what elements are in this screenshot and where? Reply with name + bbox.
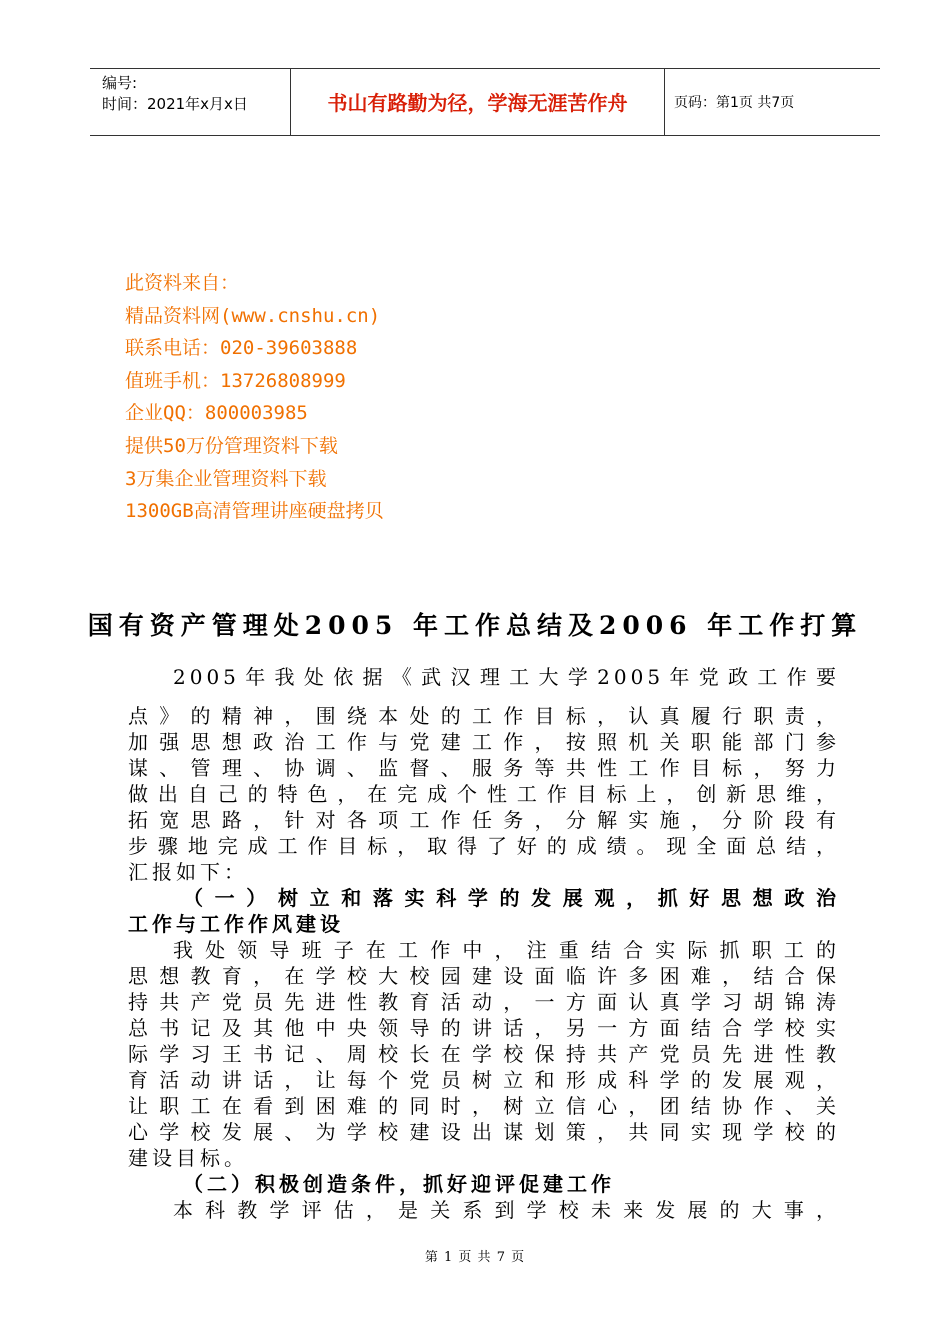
body-line: 建设目标。 bbox=[128, 1146, 248, 1170]
header-meta bbox=[90, 69, 291, 135]
time-label: 时间：2021年x月x日 bbox=[102, 95, 248, 113]
body-line: 育活动讲话，让每个党员树立和形成科学的发展观， bbox=[128, 1068, 840, 1092]
document-body bbox=[128, 664, 840, 1223]
body-line: 点》的精神，围绕本处的工作目标，认真履行职责， bbox=[128, 704, 840, 728]
header-motto: 书山有路勤为径，学海无涯苦作舟 bbox=[291, 69, 665, 135]
body-line: 总书记及其他中央领导的讲话，另一方面结合学校实 bbox=[128, 1016, 840, 1040]
page-footer: 第 1 页 共 7 页 bbox=[424, 1250, 526, 1265]
body-line: 拓宽思路，针对各项工作任务，分解实施，分阶段有 bbox=[128, 808, 840, 832]
promo-line: 联系电话：020-39603888 bbox=[125, 337, 358, 360]
body-line: 持共产党员先进性教育活动，一方面认真学习胡锦涛 bbox=[128, 990, 840, 1014]
body-line: 谋、管理、协调、监督、服务等共性工作目标，努力 bbox=[128, 756, 840, 780]
promo-block bbox=[125, 267, 384, 528]
document-title: 国有资产管理处2005 年工作总结及2006 年工作打算 bbox=[87, 611, 863, 640]
header-page-info: 页码：第1页 共7页 bbox=[674, 95, 795, 111]
section-heading: （二）积极创造条件，抓好迎评促建工作 bbox=[183, 1172, 615, 1196]
body-line: 际学习王书记、周校长在学校保持共产党员先进性教 bbox=[128, 1042, 840, 1066]
body-line: 步骤地完成工作目标，取得了好的成绩。现全面总结， bbox=[128, 834, 840, 858]
body-line: 心学校发展、为学校建设出谋划策，共同实现学校的 bbox=[128, 1120, 840, 1144]
body-line: 做出自己的特色，在完成个性工作目标上，创新思维， bbox=[128, 782, 840, 806]
promo-line: 3万集企业管理资料下载 bbox=[125, 467, 327, 490]
promo-line: 此资料来自： bbox=[125, 272, 240, 294]
body-line: 我处领导班子在工作中，注重结合实际抓职工的 bbox=[173, 938, 840, 962]
section-heading: 工作与工作作风建设 bbox=[128, 912, 344, 936]
promo-line: 1300GB高清管理讲座硬盘拷贝 bbox=[125, 500, 384, 523]
body-line: 加强思想政治工作与党建工作，按照机关职能部门参 bbox=[128, 730, 840, 754]
section-heading: （一）树立和落实科学的发展观，抓好思想政治 bbox=[183, 886, 840, 910]
header-table bbox=[90, 68, 880, 136]
number-label: 编号: bbox=[102, 74, 138, 92]
body-line: 汇报如下： bbox=[128, 860, 248, 884]
body-line: 本科教学评估，是关系到学校未来发展的大事， bbox=[173, 1198, 840, 1222]
promo-line: 企业QQ：800003985 bbox=[125, 402, 308, 425]
promo-line: 值班手机：13726808999 bbox=[125, 369, 346, 392]
promo-line: 精品资料网(www.cnshu.cn) bbox=[125, 304, 381, 327]
promo-line: 提供50万份管理资料下载 bbox=[125, 434, 338, 457]
body-line: 让职工在看到困难的同时，树立信心，团结协作、关 bbox=[128, 1094, 840, 1118]
body-line: 思想教育，在学校大校园建设面临许多困难，结合保 bbox=[128, 964, 840, 988]
body-line: 2005年我处依据《武汉理工大学2005年党政工作要 bbox=[173, 665, 840, 689]
